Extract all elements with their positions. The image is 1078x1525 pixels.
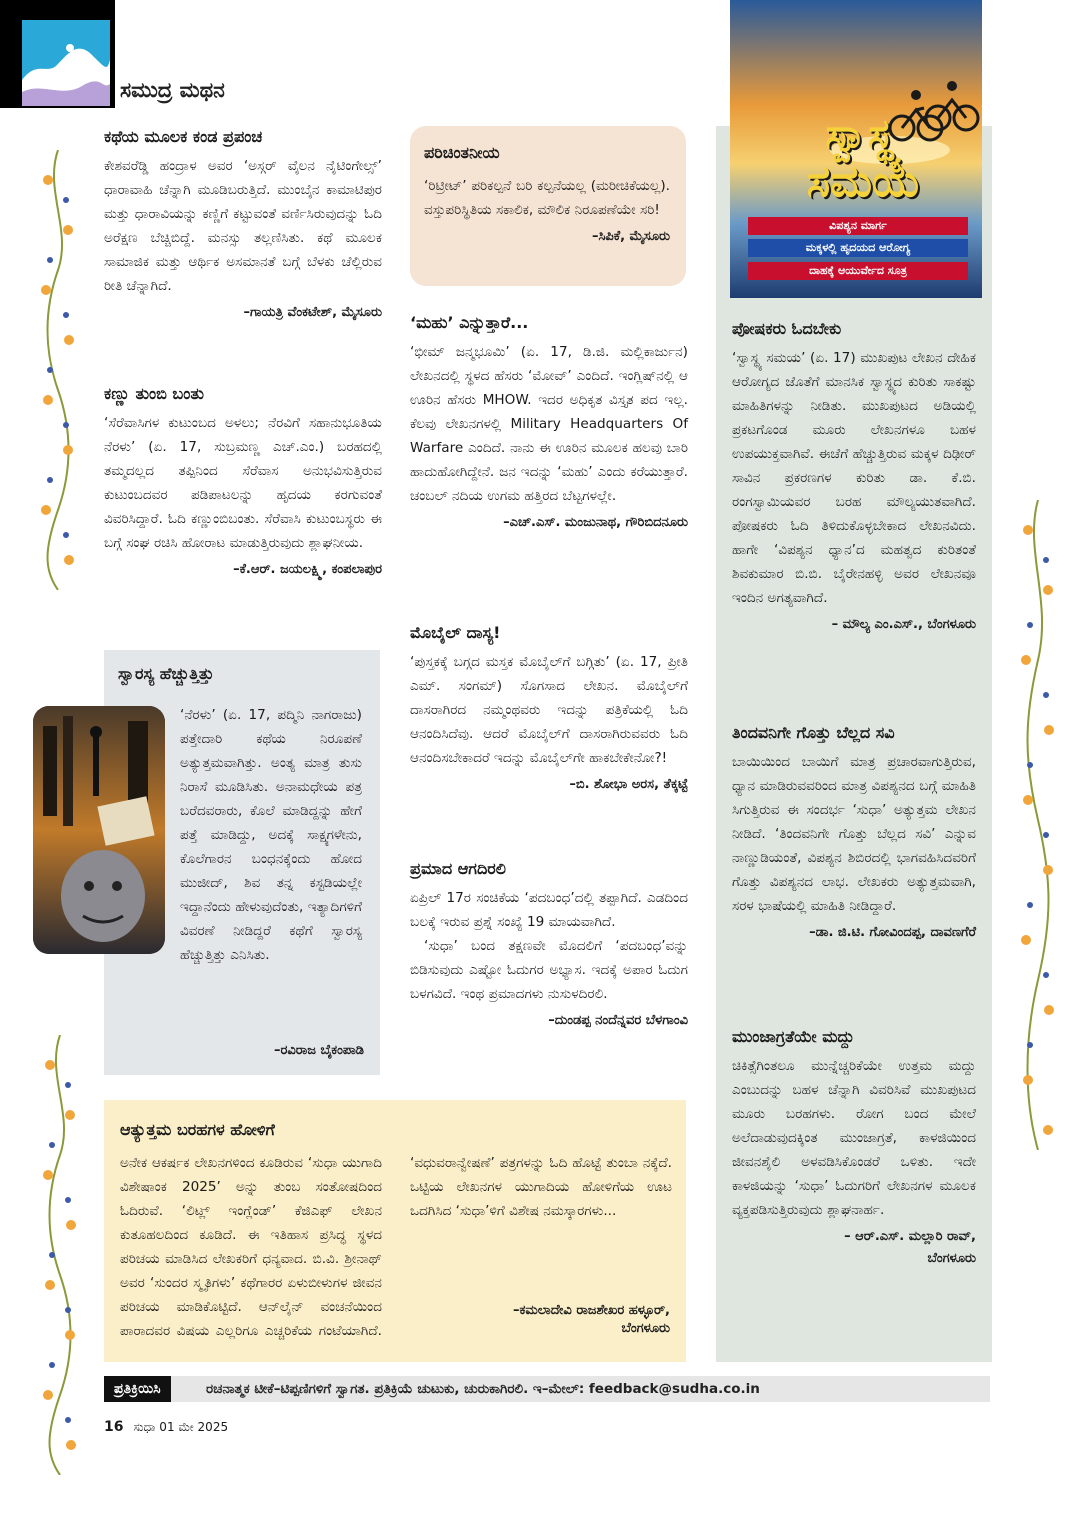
issue-label: ಸುಧಾ 01 ಮೇ 2025 (133, 1420, 229, 1434)
letter-signature: –ದುಂಡಪ್ಪ ನಂದೆನ್ನವರ ಬೆಳಗಾಂವಿ (548, 1013, 688, 1028)
letter-signature: –ಸಿಪಿಕೆ, ಮೈಸೂರು (591, 229, 670, 244)
letter-8-signature: –ಕಮಲಾದೇವಿ ರಾಜಶೇಖರ ಹಳ್ಳೂರ್, (513, 1303, 670, 1318)
letter-title: ಮೊಬೈಲ್ ದಾಸ್ಯ! (410, 623, 501, 642)
letter-signature: –ಬಿ. ಶೋಭಾ ಅರಸ, ತೆಕ್ಕಟ್ಟೆ (569, 777, 688, 792)
letter-body: ‘ಭೀಮ್ ಜನ್ಮಭೂಮಿ’ (ಏ. 17, ಡಿ.ಜಿ. ಮಲ್ಲಿಕಾರ್ಜುನ) ಲೇಖನದಲ್ಲಿ ಸ್ಥಳದ ಹೆಸರು ‘ಮೋವ್’ ಎಂದಿದೆ. ಇಂಗ್ಲಿಷ್‌ನಲ್ಲಿ ಆ ಊರಿನ ಹೆಸರು MHOW. ಇದರ ಅಧಿಕೃತ ವಿಸ್ತೃತ ಪದ ಇಲ್ಲ. ಕೆಲವು ಲೇಖನಗಳಲ್ಲಿ Military Headquarters Of Warfare ಎಂದಿದೆ. ನಾನು ಈ ಊರಿನ ಮೂಲಕ ಹಲವು ಬಾರಿ ಹಾದುಹೋಗಿದ್ದೇನೆ. ಜನ ಇದನ್ನು ‘ಮಹು’ ಎಂದು ಕರೆಯುತ್ತಾರೆ. ಚಂಬಲ್ ನದಿಯ ಉಗಮ ಹತ್ತಿರದ ಬೆಟ್ಟಗಳಲ್ಲೇ. (410, 344, 688, 504)
cover-banner-3: ದಾಹಕ್ಕೆ ಆಯುರ್ವೇದ ಸೂತ್ರ (748, 262, 968, 280)
floral-vine-left-top (36, 150, 80, 590)
letter-title: ಪೋಷಕರು ಓದಬೇಕು (732, 319, 842, 338)
respond-text[interactable]: ರಚನಾತ್ಮಕ ಟೀಕೆ–ಟಿಪ್ಪಣಿಗಳಿಗೆ ಸ್ವಾಗತ. ಪ್ರತಿಕ್ರಿಯೆ ಚುಟುಕು, ಚುರುಕಾಗಿರಲಿ. ಇ–ಮೇಲ್: feedback@sudha.co.in (206, 1381, 760, 1397)
letter-title: ಕಥೆಯ ಮೂಲಕ ಕಂಡ ಪ್ರಪಂಚ (104, 127, 263, 146)
cover-banner-1: ವಿಪಶ್ಯನ ಮಾರ್ಗ (748, 217, 968, 235)
letter-3-signature: –ರವಿರಾಜ ಬೈಕಂಪಾಡಿ (274, 1043, 364, 1058)
letter-title: ‘ಮಹು’ ಎನ್ನುತ್ತಾರೆ... (410, 313, 529, 332)
cover-title (748, 110, 978, 206)
letter-body: ಏಪ್ರಿಲ್ 17ರ ಸಂಚಿಕೆಯ ‘ಪದಬಂಧ’ದಲ್ಲಿ ತಪ್ಪಾಗಿದೆ. ಎಡದಿಂದ ಬಲಕ್ಕೆ ಇರುವ ಪ್ರಶ್ನೆ ಸಂಖ್ಯೆ 19 ಮಾಯವಾಗಿದೆ. (410, 890, 688, 930)
letter-body: ಬಾಯಿಯಿಂದ ಬಾಯಿಗೆ ಮಾತ್ರ ಪ್ರಚಾರವಾಗುತ್ತಿರುವ, ಧ್ಯಾನ ಮಾಡಿರುವವರಿಂದ ಮಾತ್ರ ವಿಪಶ್ಯನದ ಬಗ್ಗೆ ಮಾಹಿತಿ ಸಿಗುತ್ತಿರುವ ಈ ಸಂದರ್ಭ ‘ಸುಧಾ’ ಅತ್ಯುತ್ತಮ ಲೇಖನ ನೀಡಿದೆ. ‘ತಿಂದವನಿಗೇ ಗೊತ್ತು ಬೆಲ್ಲದ ಸವಿ’ ಎನ್ನುವ ನಾಣ್ಣುಡಿಯಂತೆ, ವಿಪಶ್ಯನ ಶಿಬಿರದಲ್ಲಿ ಭಾಗವಹಿಸಿದವರಿಗೆ ಗೊತ್ತು ವಿಪಶ್ಯನದ ಲಾಭ. ಲೇಖಕರು ಅತ್ಯುತ್ತಮವಾಗಿ, ಸರಳ ಭಾಷೆಯಲ್ಲಿ ಮಾಹಿತಿ ನೀಡಿದ್ದಾರೆ. (732, 754, 976, 914)
letter-8-body: ಅನೇಕ ಆಕರ್ಷಕ ಲೇಖನಗಳಿಂದ ಕೂಡಿರುವ ‘ಸುಧಾ ಯುಗಾದಿ ವಿಶೇಷಾಂಕ 2025’ ಅನ್ನು ತುಂಬ ಸಂತೋಷದಿಂದ ಓದಿರುವೆ. ‘ಲಿಟ್ಲ್ ಇಂಗ್ಲೆಂಡ್’ ಕೆಜಿಎಫ್ ಲೇಖನ ಕುತೂಹಲದಿಂದ ಕೂಡಿದೆ. ಈ ಇತಿಹಾಸ ಪ್ರಸಿದ್ಧ ಸ್ಥಳದ ಪರಿಚಯ ಮಾಡಿಸಿದ ಲೇಖಕರಿಗೆ ಧನ್ಯವಾದ. ಬಿ.ವಿ. ಶ್ರೀನಾಥ್ ಅವರ ‘ಸುಂದರ ಸ್ಮೃತಿಗಳು’ ಕಥೆಗಾರರ ಏಳುಬೀಳುಗಳ ಜೀವನ ಪರಿಚಯ ಮಾಡಿಕೊಟ್ಟಿದೆ. ಆನ್‌ಲೈನ್ ವಂಚನೆಯಿಂದ ಪಾರಾದವರ ವಿಷಯ ಎಲ್ಲರಿಗೂ ಎಚ್ಚರಿಕೆಯ ಗಂಟೆಯಾಗಿದೆ. ‘ವಧುವರಾನ್ವೇಷಣೆ’ ಪತ್ರಗಳನ್ನು ಓದಿ ಹೊಟ್ಟೆ ತುಂಬಾ ನಕ್ಕೆದೆ. ಒಟ್ಟಿಯ ಲೇಖನಗಳ ಯುಗಾದಿಯ ಹೋಳಿಗೆಯ ಊಟ ಒದಗಿಸಿದ ‘ಸುಧಾ’ಳಿಗೆ ವಿಶೇಷ ನಮಸ್ಕಾರಗಳು... (120, 1155, 672, 1339)
page-number: 16 (104, 1419, 124, 1435)
letter-7 (410, 856, 688, 1032)
letter-body: ‘ರಿಟ್ರೀಟ್’ ಪರಿಕಲ್ಪನೆ ಬರಿ ಕಲ್ಪನೆಯಲ್ಲ (ಮರೀಚಿಕೆಯಲ್ಲ). ವಸ್ತುಪರಿಸ್ಥಿತಿಯ ಸಕಾಲಿಕ, ಮೌಲಿಕ ನಿರೂಪಣೆಯೇ ಸರಿ! (424, 178, 670, 218)
letter-title: ತಿಂದವನಿಗೇ ಗೊತ್ತು ಬೆಲ್ಲದ ಸವಿ (732, 723, 895, 742)
page-footer (104, 1418, 228, 1436)
letter-body: ‘ಸೆರೆವಾಸಿಗಳ ಕುಟುಂಬದ ಅಳಲು; ನೆರವಿಗೆ ಸಹಾನುಭೂತಿಯ ನೆರಳು’ (ಏ. 17, ಸುಬ್ರಮಣ್ಣ ಎಚ್.ಎಂ.) ಬರಹದಲ್ಲಿ ತಮ್ಮದಲ್ಲದ ತಪ್ಪಿನಿಂದ ಸೆರೆವಾಸ ಅನುಭವಿಸುತ್ತಿರುವ ಕುಟುಂಬದವರ ಪಡಿಪಾಟಲನ್ನು ಹೃದಯ ಕರಗುವಂತೆ ವಿವರಿಸಿದ್ದಾರೆ. ಓದಿ ಕಣ್ಣುಂಬಿಬಂತು. ಸೆರೆವಾಸಿ ಕುಟುಂಬಸ್ಥರು ಈ ಬಗ್ಗೆ ಸಂಘ ರಚಿಸಿ ಹೋರಾಟ ಮಾಡುತ್ತಿರುವುದು ಶ್ಲಾಘನೀಯ. (104, 415, 382, 551)
letter-title: ಪರಿಚಿಂತನೀಯ (424, 143, 500, 162)
respond-label: ಪ್ರತಿಕ್ರಿಯಿಸಿ (104, 1376, 171, 1402)
letter-body: ‘ಪುಸ್ತಕಕ್ಕೆ ಬಗ್ಗದ ಮಸ್ತಕ ಮೊಬೈಲ್‌ಗೆ ಬಗ್ಗಿತು’ (ಏ. 17, ಪ್ರೀತಿ ಎಮ್. ಸಂಗಮ್) ಸೊಗಸಾದ ಲೇಖನ. ಮೊಬೈಲ್‌ಗೆ ದಾಸರಾಗಿರದ ನಮ್ಮಂಥವರು ಇದನ್ನು ಪತ್ರಿಕೆಯಲ್ಲಿ ಓದಿ ಆನಂದಿಸಿದೆವು. ಆದರೆ ಮೊಬೈಲ್‌ಗೆ ದಾಸರಾಗಿರುವವರು ಓದಿ ಆನಂದಿಸಬೇಕಾದರೆ ಇದನ್ನು ಮೊಬೈಲ್‌ಗೇ ಹಾಕಬೇಕೇನೋ?! (410, 654, 688, 766)
letter-signature: – ಆರ್.ಎಸ್. ಮಲ್ಲಾರಿ ರಾವ್, (844, 1229, 976, 1244)
letter-4 (424, 140, 670, 248)
letter-signature: –ಕೆ.ಆರ್. ಜಯಲಕ್ಷ್ಮಿ, ಕಂಪಲಾಪುರ (233, 562, 382, 577)
letter-5 (410, 310, 688, 534)
letter-11 (732, 1024, 976, 1270)
floral-vine-right (1016, 500, 1060, 1150)
letter-signature: –ಡಾ. ಜಿ.ಟಿ. ಗೋವಿಂದಪ್ಪ, ದಾವಣಗೆರೆ (809, 925, 976, 940)
cover-banner-2: ಮಕ್ಕಳಲ್ಲಿ ಹೃದಯದ ಆರೋಗ್ಯ (748, 239, 968, 257)
letter-body: ಕೇಶವರೆಡ್ಡಿ ಹಂದ್ರಾಳ ಅವರ ‘ಅಸ್ಗರ್ ವೈಲನ ನೈಟಿಂಗೇಲ್ಸ್’ ಧಾರಾವಾಹಿ ಚೆನ್ನಾಗಿ ಮೂಡಿಬರುತ್ತಿದೆ. ಮುಂಬೈನ ಕಾಮಾಟಿಪುರ ಮತ್ತು ಧಾರಾವಿಯನ್ನು ಕಣ್ಣಿಗೆ ಕಟ್ಟುವಂತೆ ವರ್ಣಿಸಿರುವುದನ್ನು ಓದಿ ಅರೆಕ್ಷಣ ಬೆಚ್ಚಿಬಿದ್ದೆ. ಮನಸ್ಸು ತಲ್ಲಣಿಸಿತು. ಕಥೆ ಮೂಲಕ ಸಾಮಾಜಿಕ ಮತ್ತು ಆರ್ಥಿಕ ಅಸಮಾನತೆ ಬಗ್ಗೆ ಬೆಳಕು ಚೆಲ್ಲಿರುವ ರೀತಿ ಚೆನ್ನಾಗಿದೆ. (104, 158, 382, 294)
letter-signature: –ಗಾಯತ್ರಿ ವೆಂಕಟೇಶ್, ಮೈಸೂರು (243, 305, 382, 320)
letter-3-body: ‘ನೆರಳು’ (ಏ. 17, ಪದ್ಮಿನಿ ನಾಗರಾಜು) ಪತ್ತೇದಾರಿ ಕಥೆಯ ನಿರೂಪಣೆ ಅತ್ಯುತ್ತಮವಾಗಿತ್ತು. ಅಂತ್ಯ ಮಾತ್ರ ತುಸು ನಿರಾಸೆ ಮೂಡಿಸಿತು. ಅನಾಮಧೇಯ ಪತ್ರ ಬರೆದವರಾರು, ಕೊಲೆ ಮಾಡಿದ್ದನ್ನು ಹೇಗೆ ಪತ್ತೆ ಮಾಡಿದ್ದು, ಅದಕ್ಕೆ ಸಾಕ್ಷ್ಯಗಳೇನು, ಕೊಲೆಗಾರನ ಬಂಧನಕ್ಕೆಂದು ಹೋದ ಮುಜೀದ್, ಶಿವ ತನ್ನ ಕಸ್ಟಡಿಯಲ್ಲೇ ಇದ್ದಾನೆಂದು ಹೇಳುವುದೆಂತು, ಇತ್ಯಾದಿಗಳಿಗೆ ವಿವರಣೆ ನೀಡಿದ್ದರೆ ಕಥೆಗೆ ಸ್ವಾರಸ್ಯ ಹೆಚ್ಚುತ್ತಿತ್ತು ಎನಿಸಿತು. (180, 707, 362, 963)
letter-2 (104, 381, 382, 581)
letter-8-signature-city: ಬೆಂಗಳೂರು (621, 1321, 670, 1336)
letter-6 (410, 620, 688, 796)
letter-8-title: ಆತ್ಯುತ್ತಮ ಬರಹಗಳ ಹೋಳಿಗೆ (120, 1120, 275, 1139)
letter-body: ‘ಸ್ವಾಸ್ಥ್ಯ ಸಮಯ’ (ಏ. 17) ಮುಖಪುಟ ಲೇಖನ ದೇಹಿಕ ಆರೋಗ್ಯದ ಜೊತೆಗೆ ಮಾನಸಿಕ ಸ್ವಾಸ್ಥ್ಯದ ಕುರಿತು ಸಾಕಷ್ಟು ಮಾಹಿತಿಗಳನ್ನು ನೀಡಿತು. ಮುಖಪುಟದ ಅಡಿಯಲ್ಲಿ ಪ್ರಕಟಗೊಂಡ ಮೂರು ಲೇಖನಗಳೂ ಬಹಳ ಉಪಯುಕ್ತವಾಗಿವೆ. ಈಚೆಗೆ ಹೆಚ್ಚುತ್ತಿರುವ ಮಕ್ಕಳ ದಿಢೀರ್ ಸಾವಿನ ಪ್ರಕರಣಗಳ ಕುರಿತು ಡಾ. ಕೆ.ಬಿ. ರಂಗಸ್ವಾಮಿಯವರ ಬರಹ ಮೌಲ್ಯಯುತವಾಗಿದೆ. ಪೋಷಕರು ಓದಿ ತಿಳಿದುಕೊಳ್ಳಬೇಕಾದ ಲೇಖನವಿದು. ಹಾಗೇ ‘ವಿಪಶ್ಯನ ಧ್ಯಾನ’ದ ಮಹತ್ವದ ಕುರಿತಂತೆ ಶಿವಕುಮಾರ ಬಿ.ಬಿ. ಬೈರೇನಹಳ್ಳಿ ಅವರ ಲೇಖನವೂ ಇಂದಿನ ಅಗತ್ಯವಾಗಿದೆ. (732, 350, 976, 606)
letter-signature: – ಮೌಲ್ಯ ಎಂ.ಎಸ್., ಬೆಂಗಳೂರು (831, 617, 976, 632)
letter-title: ಮುಂಜಾಗ್ರತೆಯೇ ಮದ್ದು (732, 1027, 855, 1046)
respond-bar (104, 1376, 990, 1402)
letter-body-2: ‘ಸುಧಾ’ ಬಂದ ತಕ್ಷಣವೇ ಮೊದಲಿಗೆ ‘ಪದಬಂಧ’ವನ್ನು ಬಿಡಿಸುವುದು ಎಷ್ಟೋ ಓದುಗರ ಅಭ್ಯಾಸ. ಇದಕ್ಕೆ ಅಪಾರ ಓದುಗ ಬಳಗವಿದೆ. ಇಂಥ ಪ್ರಮಾದಗಳು ನುಸುಳದಿರಲಿ. (410, 938, 688, 1002)
cover-title-line-1: ಸ್ವಾಸ್ಥ್ಯ (825, 111, 901, 157)
story-illustration (33, 706, 165, 954)
letter-body: ಚಿಕಿತ್ಸೆಗಿಂತಲೂ ಮುನ್ನೆಚ್ಚರಿಕೆಯೇ ಉತ್ತಮ ಮದ್ದು ಎಂಬುದನ್ನು ಬಹಳ ಚೆನ್ನಾಗಿ ವಿವರಿಸಿವೆ ಮುಖಪುಟದ ಮೂರು ಬರಹಗಳು. ರೋಗ ಬಂದ ಮೇಲೆ ಅಲೆದಾಡುವುದಕ್ಕಿಂತ ಮುಂಜಾಗ್ರತೆ, ಕಾಳಜಿಯಿಂದ ಜೀವನಶೈಲಿ ಅಳವಡಿಸಿಕೊಂಡರೆ ಒಳಿತು. ಇದೇ ಕಾಳಜಿಯನ್ನು ‘ಸುಧಾ’ ಓದುಗರಿಗೆ ಲೇಖನಗಳ ಮೂಲಕ ವ್ಯಕ್ತಪಡಿಸುತ್ತಿರುವುದು ಶ್ಲಾಘನಾರ್ಹ. (732, 1058, 976, 1218)
letter-9 (732, 316, 976, 636)
cover-thumbnail (730, 0, 982, 298)
floral-vine-left-bottom (38, 1035, 82, 1475)
letter-signature-city: ಬೆಂಗಳೂರು (927, 1251, 976, 1266)
letter-title: ಪ್ರಮಾದ ಆಗದಿರಲಿ (410, 859, 506, 878)
letter-10 (732, 720, 976, 944)
section-logo (0, 0, 115, 108)
letter-signature: –ಎಚ್.ಎಸ್. ಮಂಜುನಾಥ, ಗೌರಿಬಿದನೂರು (503, 515, 688, 530)
letter-1 (104, 124, 382, 324)
wave-logo-icon (22, 20, 110, 106)
letter-3-title: ಸ್ವಾರಸ್ಯ ಹೆಚ್ಚುತ್ತಿತ್ತು (118, 664, 214, 683)
letter-title: ಕಣ್ಣು ತುಂಬಿ ಬಂತು (104, 384, 204, 403)
section-title: ಸಮುದ್ರ ಮಥನ (120, 78, 225, 102)
cover-title-line-2: ಸಮಯ (806, 156, 920, 207)
